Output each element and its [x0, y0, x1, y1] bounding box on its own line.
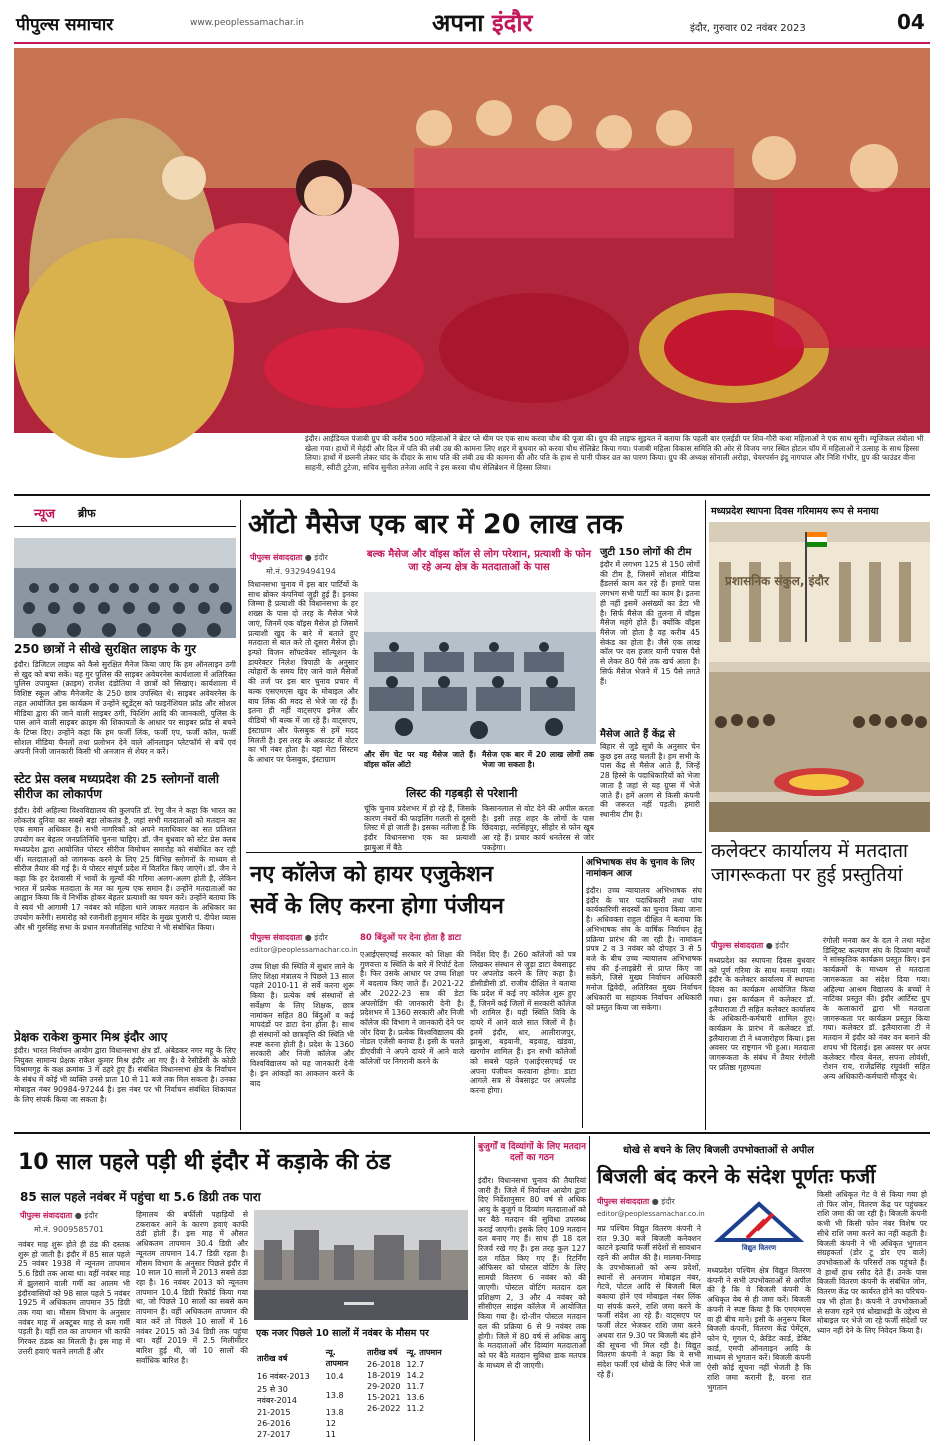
table-cell-temp: 11 — [325, 1430, 336, 1439]
table-header-row — [364, 1346, 445, 1359]
table-cell-date: 21-2015 — [257, 1408, 291, 1417]
auto-message-byline: पीपुल्स संवाददाता ● इंदौर — [250, 553, 328, 562]
table-head-temp: न्यू. तापमान — [325, 1348, 349, 1368]
weather-table-left-grid — [254, 1346, 360, 1440]
lawyers-election-story — [586, 856, 702, 1128]
discom-logo-text: विद्युत वितरण — [741, 1244, 777, 1252]
table-cell-temp: 13.6 — [406, 1393, 425, 1402]
new-college-byline: पीपुल्स संवाददाता ● इंदौर — [250, 933, 328, 942]
classroom-illustration — [14, 538, 236, 638]
table-row — [364, 1392, 445, 1403]
vertical-divider-bottom-1 — [474, 1136, 475, 1441]
table-row — [364, 1381, 445, 1392]
karwa-chauth-illustration — [14, 48, 930, 433]
auto-message-byline-city: इंदौर — [314, 553, 328, 562]
table-row — [254, 1407, 360, 1418]
collectorate-byline-org: पीपुल्स संवाददाता — [711, 941, 764, 950]
table-cell-date: 18-2019 — [367, 1371, 401, 1380]
electricity-col1: मप्र पश्चिम विद्युत वितरण कंपनी ने रात 9.30 बजे बिजली कनेक्शन काटने इत्यादि फर्जी संदेशों से सावधान रहने की अपील की है। मालवा-निमाड़ के उपभोक्ताओं को अन्य प्रदेशों, स्थानों से अनजान मोबाइल नंबर, गेटवे, पोटल आदि से बिजली बिल बकाया होने एवं मोबाइल नंबर लिंक या संपर्क करने, राशि जमा करने के फर्जी संदेश आ रहे हैं। वाट्सएप पर फर्जी लेटर भेजकर राशि जमा करने अथवा रात 9.30 पर बिजली बंद होने की सूचना भी मिल रही है। विद्युत वितरण कंपनी ने कहा कि ये सभी संदेश फर्जी एवं धोखे के लिए भेजे जा रहे हैं। — [597, 1224, 701, 1379]
story3-body: इंदौर। भारत निर्वाचन आयोग द्वारा विधानसभा क्षेत्र डॉ. अंबेडकर नगर महू के लिए नियुक्त सामान्य प्रेक्षक राकेश कुमार मिश्र इंदौर आ गए हैं। वे रेसीडेंसी के कोठी विश्रामगृह के कक्ष क्रमांक 3 में ठहरे हुए हैं। संबंधित विधानसभा क्षेत्र के निर्वाचन के संबंध में कोई भी व्यक्ति उनसे प्रातः 10 से 11 बजे तक मिल सकता है। उनका मोबाइल नंबर 90984-97244 है। इस नंबर पर भी निर्वाचन संबंधित शिकायत के लिए संपर्क किया जा सकता है। — [14, 1046, 236, 1104]
collectorate-byline: पीपुल्स संवाददाता ● इंदौर — [711, 941, 789, 950]
table-cell-date: 26-2018 — [367, 1360, 401, 1369]
auto-message-story — [246, 500, 702, 850]
list-col1: चूंकि चुनाव प्रदेशभर में हो रहे हैं, जिसके कारण नंबरों की फाइलिंग गलती से दूसरी लिस्ट में हो जाती है। इसका नतीजा है कि इंदौर विधानसभा एक का प्रत्याशी झाबुआ में बैठे — [364, 804, 476, 852]
weather-table-left — [254, 1346, 360, 1440]
section-city: इंदौर — [491, 9, 533, 37]
right-top-story — [709, 500, 930, 1130]
table-cell-date: 15-2021 — [367, 1393, 401, 1402]
masthead — [0, 0, 945, 44]
paper-logo — [16, 12, 113, 35]
new-college-headline-l2: सर्वे के लिए करना होगा पंजीयन — [250, 894, 504, 919]
story3-headline: प्रेक्षक राकेश कुमार मिश्र इंदौर आए — [14, 1030, 168, 1044]
team-box-subhead: मैसेज आते हैं केंद्र से — [600, 729, 676, 740]
weather-table-right — [364, 1346, 470, 1414]
cold-story — [14, 1136, 472, 1441]
news-brief-suffix: ब्रीफ — [78, 507, 96, 520]
divider-mid — [246, 852, 702, 853]
team-box-body: इंदौर में लगभग 125 से 150 लोगों की टीम है, जिसमें सोशल मीडिया हैंडलर्स काम कर रहे हैं। हमारे पास लगभग सभी पार्टी का काम है। इतना ही नहीं इसमें असंख्यों का डेटा भी है। सिर्फ मैसेज की तुलना में वॉइस मैसेज महंगे होते हैं। क्योंकि वॉइस मैसेज जो होता है वह करीब 45 सेकंड का होता है। जैसे एक लाख कॉल पर दस हजार यानी पचास पैसे से लेकर 80 पैसे तक खर्च आता है। सिर्फ मैसेज भेजने में 15 पैसे लगते हैं। — [600, 560, 700, 686]
table-row — [254, 1370, 360, 1383]
table-row — [254, 1429, 360, 1440]
disabled-voters-kicker: बुजुर्गों व दिव्यांगों के लिए मतदान दलों का गठन — [478, 1142, 586, 1164]
table-row — [364, 1359, 445, 1370]
list-subhead: लिस्ट की गड़बड़ी से परेशानी — [406, 787, 518, 800]
table-cell-temp: 14.2 — [406, 1371, 425, 1380]
new-college-byline-city: इंदौर — [314, 933, 328, 942]
table-cell-temp: 13.8 — [325, 1408, 344, 1417]
story1-headline: 250 छात्रों ने सीखे सुरक्षित लाइफ के गुर — [14, 642, 197, 656]
section-title — [432, 6, 532, 39]
new-college-col2: एआईएसएचई सरकार को शिक्षा की गुणवत्ता व स्थिति के बारे में रिपोर्ट देता है। फिर उसके आधार पर उच्च शिक्षा में बदलाव किए जाते हैं। 2021-22 और 2022-23 सत्र की डेटा अपलोडिंग की जानकारी देनी है। प्रदेशभर में 1360 सरकारी और निजी कॉलेज की विभाग ने जानकारी देने पर जोर दिया है। प्रत्येक विश्वविद्यालय की नोडल एजेंसी बनाया है। इसी के चलते डीएवीवी ने अपने दायरे में आने वाले कॉलेजों पर निगरानी करने के — [360, 950, 464, 1066]
collectorate-col1: मध्यप्रदेश का स्थापना दिवस बुधवार को पूर्ण गरिमा के साथ मनाया गया। इंदौर के कलेक्टर कार्यालय में स्थापना दिवस का कार्यक्रम आयोजित किया गया। इस कार्यक्रम में कलेक्टर डॉ. इलैयाराजा टी सहित कलेक्टर कार्यालय के अधिकारी-कर्मचारी शामिल हुए। कार्यक्रम के प्रारंभ में कलेक्टर डॉ. इलैयाराजा टी ने ध्वजारोहण किया। इस अवसर पर राष्ट्रगान भी हुआ। मतदाता जागरूकता के संबंध में तैयार रंगोली पर प्रतिष्ठा गृहण्यता — [709, 956, 815, 1072]
weather-chart-title: एक नजर पिछले 10 सालों में नवंबर के मौसम पर — [256, 1328, 429, 1339]
list-col2: किसानलाल से वोट देने की अपील करता है। इसी तरह शहर के लोगों के पास छिंदवाड़ा, नरसिंहपुर, सीहोर से फोन खूब आ रहे हैं। प्रचार कार्य धनतेरस से जोर पकड़ेगा। — [482, 804, 594, 852]
table-cell-date: 27-2017 — [257, 1430, 291, 1439]
divider-1 — [14, 494, 930, 496]
electricity-kicker: धोखे से बचने के लिए बिजली उपभोक्ताओं से अपील — [623, 1145, 814, 1156]
call-center-illustration — [364, 592, 596, 744]
paper-name: पीपुल्स समाचार — [16, 15, 114, 35]
auto-message-mobile: मो.नं. 9329494194 — [266, 567, 336, 576]
divider-2 — [14, 1132, 930, 1134]
section-prefix: अपना — [432, 9, 484, 37]
electricity-col3: किसी अधिकृत गेट वे से किया गया हो तो फिर जोन, वितरण केंद्र पर पहुंचकर राशि जमा की जा रही है। बिजली कंपनी कभी भी किसी फोन नंबर विशेष पर सीधे राशि जमा करने का नहीं कहती है। बिजली कंपनी ने भी अधिकृत भुगतान संग्रहकर्ता (डोर टू डोर एप वाले) उपभोक्ताओं के परिसरों तक पहुंचते हैं। वे हाथों हाथ रसीद देते हैं। उनके पास बिजली वितरण कंपनी के संबंधित जोन, वितरण केंद्र पर कार्यरत होने का परिचय-पत्र भी होता है। कंपनी ने उपभोक्ताओं से सजग रहने एवं धोखाधड़ी के उद्देश्य से मोबाइल पर भेजे जा रहे फर्जी संदेशों पर ध्यान नहीं देने के लिए निवेदन किया है। — [817, 1190, 927, 1336]
page-number: 04 — [897, 10, 925, 34]
city-photo — [254, 1210, 468, 1320]
cold-byline-org: पीपुल्स संवाददाता — [20, 1211, 73, 1220]
cold-col2: हिमालय की बर्फीली पहाड़ियों से टकराकर आने के कारण हवाएं काफी ठंडी होती हैं। इस माह में औसत अधिकतम तापमान 30.4 डिग्री और न्यूनतम तापमान 14.7 डिग्री रहता है। मौसम विभाग के अनुसार पिछले इंदौर में 10 साल 10 सालों में 2013 सबसे ठंडा रहा है। 16 नवंबर 2013 को न्यूनतम तापमान 10.4 डिग्री रिकॉर्ड किया गया था, जो पिछले 10 सालों का सबसे कम तापमान है। वहीं अधिकतम तापमान की बात करें तो पिछले 10 सालों में 16 नवंबर 2015 को 34 डिग्री तक पहुंचा था। वहीं 2019 में 2.5 मिलीमीटर बारिश हुई थी, जो 10 सालों की सर्वाधिक बारिश है। — [136, 1210, 248, 1365]
electricity-col2: मध्यप्रदेश पश्चिम क्षेत्र विद्युत वितरण कंपनी ने सभी उपभोक्ताओं से अपील की है कि वे बिजली कंपनी के अधिकृत वेब से ही जमा करें। बिजली कंपनी ने स्पष्ट किया है कि एमएमएस वा ही बीच माने। इसी के अनुरूप बिल बिजली कंपनी, वितरण केंद्र पेमेंट्स, फोन पे, गूगल पे, क्रेडिट कार्ड, डेबिट कार्ड, एमपी ऑनलाइन आदि के माध्यम से भुगतान करें। बिजली कंपनी ऐसी कोई सूचना नहीं भेजती है कि राशि जमा करानी है, वरना रात भुगतान — [707, 1266, 811, 1392]
disabled-voters-story — [478, 1136, 586, 1441]
table-cell-date: 26-2016 — [257, 1419, 291, 1428]
table-cell-date: 25 से 30 नवंबर-2014 — [257, 1385, 297, 1405]
masthead-rule — [14, 42, 930, 44]
auto-message-col1: विधानसभा चुनाव में इस बार पार्टियों के साथ ब्रोकर कंपनियां जुड़ी हुई हैं। इनका जिम्मा है प्रत्याशी की विधानसभा के हर शख्स के पास दो तरह के मैसेज भेजे जाएं, जिनमें एक वॉइस मैसेज हो जिसमें प्रत्याशी खुद के बारे में बताते हुए मतदाता से बात करे तो दूसरा मैसेज हो। इन्फो विजन सॉफ्टवेयर सॉल्यूशन के डायरेक्टर निलेश त्रिपाठी के अनुसार त्योहारों के समय दिए जाने वाले मैसेजों की तर्ज पर इस बार चुनाव प्रचार में बल्क एसएमएस खुद के मोबाइल और बाय लिंक की मदद से भेजे जा रहे हैं। इतना ही नहीं वाट्सएप इमेज और वीडियो भी बल्क में जा रहे हैं। वाट्सएप, इंस्टाग्राम और फेसबुक से हमें मदद मिलती है। इस तरह के अकाउंट में वोटर का भी नंबर होता है। यहां मेटा सिस्टम के आधार पर फेसबुक, इंस्टाग्राम — [248, 580, 358, 764]
new-college-col3: निर्देश दिए हैं। 260 कॉलेजों को पत्र लिखकर संस्थान से जुड़ा डाटा वेबसाइट पर अपलोड करने के लिए कहा है। डीसीडीसी डॉ. राजीव दीक्षित ने बताया कि प्रदेश में कई नए कॉलेज शुरू हुए हैं, जिनमें कई जिलों में सरकारी कॉलेज भी शामिल हैं। यही स्थिति विवि के दायरे में आने वाले सात जिलों में है। इनमें इंदौर, धार, आलीराजपुर, झाबुआ, बड़वानी, बड़वाह, खंडवा, खरगोन शामिल हैं। इन सभी कॉलेजों को सबसे पहले एआईएसएचई पर अपना पंजीयन करवाना होगा। डाटा आगले सत्र से वेबसाइट पर अपलोड करना होगा। — [470, 950, 576, 1096]
table-head-date: तारीख वर्ष — [257, 1353, 288, 1363]
vertical-divider-left — [240, 500, 241, 1130]
table-head-temp: न्यू. तापमान — [406, 1348, 442, 1357]
table-cell-date: 16 नवंबर-2013 — [257, 1372, 310, 1381]
discom-logo — [707, 1200, 811, 1262]
table-row — [364, 1403, 445, 1414]
table-cell-temp: 11.7 — [406, 1382, 425, 1391]
collectorate-byline-city: इंदौर — [775, 941, 789, 950]
karwa-chauth-photo — [14, 48, 930, 433]
table-cell-temp: 13.8 — [325, 1390, 344, 1400]
auto-message-byline-org: पीपुल्स संवाददाता — [250, 553, 303, 562]
story2-headline: स्टेट प्रेस क्लब मध्यप्रदेश की 25 स्लोगनों वाली सीरीज का लोकार्पण — [14, 772, 219, 801]
cold-byline: पीपुल्स संवाददाता ● इंदौर — [20, 1211, 98, 1220]
collectorate-illustration — [709, 522, 930, 832]
disabled-voters-body: इंदौर। विधानसभा चुनाव की तैयारियां जारी हैं। जिले में निर्वाचन आयोग द्वारा दिए निर्देशानुसार 80 वर्ष से अधिक आयु के बुजुर्ग व दिव्यांग मतदाताओं को घर बैठे मतदान की सुविधा उपलब्ध कराई जाएगी। इसके लिए 109 मतदान दल बनाए गए हैं। साथ ही 18 दल रिजर्व रखे गए हैं। इस तरह कुल 127 दल गठित किए गए हैं। रिटर्निंग ऑफिसर को पोस्टल वोटिंग के लिए सामग्री वितरण 6 नवंबर को की जाएगी। पोस्टल वोटिंग मतदान दल प्रशिक्षण 2, 3 और 4 नवंबर को सीसीएल साइंस कॉलेज में आयोजित किया गया है। दो-तीन पोस्टल मतदान दल की प्रक्रिया 6 से 9 नवंबर तक होगी। जिले में 80 वर्ष से अधिक आयु के मतदाताओं और दिव्यांग मतदाताओं को घर बैठे मतदान सुविधा डाक मतपत्र के माध्यम से दी जाएगी। — [478, 1176, 586, 1370]
new-college-headline-l1: नए कॉलेज को हायर एजुकेशन — [250, 862, 494, 887]
collectorate-col2: रंगोली मनवा कर के दल ने तथा महेश डिस्ट्रिक्ट कल्याण संघ के दिव्यांग बच्चों ने सांस्कृतिक कार्यक्रम प्रस्तुत किए। इन कार्यक्रमों के माध्यम से मतदाता जागरूकता का संदेश दिया गया। अहिल्या आश्रम विद्यालय के बच्चों ने नाटिका प्रस्तुत की। इंदौर आर्टिस्ट ग्रुप के कलाकारों द्वारा भी मतदाता जागरूकता पर कार्यक्रम प्रस्तुत किया गया। कलेक्टर डॉ. इलैयाराजा टी ने मतदान में इंदौर को नंबर वन बनाने की शपथ भी दिलाई। इस अवसर पर अपर कलेक्टर गौरव बेनल, सपना लोवंशी, रोशन राय, राजेंद्रसिंह रघुवंशी सहित अन्य अधिकारी-कर्मचारी मौजूद थे। — [823, 936, 930, 1082]
lawyers-body: इंदौर। उच्च न्यायालय अभिभाषक संघ इंदौर के चार पदाधिकारी तथा पांच कार्यकारिणी सदस्यों का चुनाव किया जाना है। अधिवक्ता राहुल दीक्षित ने बताया कि अभिभाषक संघ के वार्षिक निर्वाचन हेतु प्रक्रिया प्रारंभ की जा रही है। नामांकन प्रपत्र 2 व 3 नवंबर को दोपहर 3 से 5 बजे के बीच उच्च न्यायालय अभिभाषक संघ की ई-लाइब्रेरी से प्राप्त किए जा सकेंगे, जिसे मुख्य निर्वाचन अधिकारी मनोज द्विवेदी, अतिरिक्त मुख्य निर्वाचन अधिकारी या सहायक निर्वाचन अधिकारी को प्रस्तुत किया जा सकेगा। — [586, 886, 702, 1012]
vertical-divider-right — [705, 500, 706, 1130]
cold-headline: 10 साल पहले पड़ी थी इंदौर में कड़ाके की ठंड — [18, 1150, 391, 1175]
foundation-day-label: मध्यप्रदेश स्थापना दिवस गरिमामय रूप से मनाया — [711, 506, 879, 517]
lawyers-kicker: अभिभाषक संघ के चुनाव के लिए नामांकन आज — [586, 858, 695, 880]
story1-body: इंदौर। डिजिटल लाइफ को कैसे सुरक्षित मैनेज किया जाए कि हम ऑनलाइन ठगी से खुद को बचा सकें। यह गुर पुलिस की साइबर अवेयरनेस कार्यशाला में अतिरिक्त पुलिस उपायुक्त (क्राइम) राजेश दंडोतिया ने छात्रों को सिखाए। कार्यशाला में विशिष्ट स्कूल ऑफ मैनेजमेंट के 250 छात्र उपस्थित थे। साइबर अवेयरनेस के तहत आयोजित इस कार्यक्रम में उन्होंने स्टूडेंट्स को फाइनेंशियल फ्रॉड और सोशल मीडिया द्वारा की जाने वाली साइबर ठगी, फिशिंग आदि की जानकारी, पुलिस के पास आने वाली साइबर क्राइम की शिकायतों के आधार पर साइबर फ्रॉड से बचने के टिप्स दिए। उन्होंने कहा कि हम फर्जी लिंक, फर्जी एप, फर्जी कॉल, फर्जी सोशल मीडिया चैनलों तथा प्रलोभन देने वाले ऑनलाइन प्लेटफॉर्म से बचें एवं अपनी निजी जानकारी किसी भी अनजान से शेयर न करें। — [14, 660, 236, 757]
news-brief-column — [14, 500, 236, 1130]
story2-body: इंदौर। देवी अहिल्या विश्वविद्यालय की कुलपति डॉ. रेणु जैन ने कहा कि भारत का लोकतंत्र दुनिया का सबसे बड़ा लोकतंत्र है, जहां सभी मतदाताओं को मतदान का एक समान अधिकार है। सभी नागरिकों को अपने मताधिकार का सत प्रतिशत उपयोग कर बेहतर जनप्रतिनिधि चुनना चाहिए। डॉ. जैन बुधवार को स्टेट प्रेस क्लब मध्यप्रदेश द्वारा आयोजित पोस्टर सीरीज विमोचन समारोह को संबोधित कर रही थीं। मतदाताओं को जागरूक करने के लिए 25 विभिन्न स्लोगनों के माध्यम से सीरीज तैयार की गई है। ये पोस्टर संपूर्ण प्रदेश में वितरित किए जाएंगे। डॉ. जैन ने कहा कि हर देशवासी में भावों के मूल्यों की गरिमा अलग-अलग होती है, लेकिन भारत में प्रत्येक मतदाता के मत का मूल्य एक समान है। उन्होंने मतदाताओं का आह्वान किया कि वे निर्भीक होकर बेहतर प्रत्याशी का चयन करें। उन्होंने बताया कि वे स्वयं भी आगामी 17 नवंबर को महिला थाने जाकर मतदान के अधिकार का उपयोग करेंगी। समारोह को रजनीशी हनुमान मंदिर के मुख्य पुजारी पं. दीपेश व्यास और श्री गुरुसिंह सभा के प्रधान मनजीतसिंह भाटिया ने भी संबोधित किया। — [14, 806, 236, 932]
website-url: www.peoplessamachar.in — [190, 18, 304, 28]
classroom-photo — [14, 538, 236, 638]
top-photo-caption-text: इंदौर। आईडियल पंजाबी ग्रुप की करीब 500 महिलाओं ने ब्रेटर प्ले थीम पर एक साथ करवा चौथ की पूजा की। ग्रुप की लाइफ सुइयत ने बताया कि पहली बार एलईडी पर शिव-गौरी कथा महिलाओं ने एक साथ सुनी। म्यूजिकल तंबोला भी खेला गया। हाथों में मेहंदी और दिल में पति की लंबी उम्र की कामना लिए शहर में बुधवार को करवा चौथ सेलिब्रेट किया गया। पंजाबी महिला विकास समिति की ओर से विजय नगर स्थित होटल चॉय में महिलाओं ने उत्साह के साथ हिस्सा लिया। हाथों में छलनी लेकर चांद के दीदार के साथ पति की लंबी उम्र की कामना की और पति के हाथ से पानी पीकर व्रत का पारण किया। ग्रुप की अध्यक्ष सोनाली अरोड़ा, चेयरपर्सन इंदु नागपाल और निशि गंभीर, ग्रुप की फाउंडर वीना साहनी, स्वीटी टुटेजा, सचिव सुनीता तनेजा आदि ने इस करवा चौथ सेलिब्रेशन में हिस्सा लिया। — [305, 434, 924, 472]
electricity-byline-city: इंदौर — [661, 1197, 675, 1206]
auto-message-photo-caption-right: मैसेज एक बार में 20 लाख लोगों तक भेजा जा सकता है। — [482, 750, 594, 769]
table-cell-temp: 12 — [325, 1419, 336, 1428]
top-photo-caption — [305, 434, 930, 490]
table-cell-temp: 10.4 — [325, 1372, 344, 1381]
news-brief-label — [14, 500, 236, 527]
electricity-story — [593, 1136, 930, 1441]
table-row — [254, 1383, 360, 1407]
dateline: इंदौर, गुरुवार 02 नवंबर 2023 — [690, 23, 806, 34]
news-brief-prefix: न्यूज — [34, 507, 56, 522]
new-college-byline-org: पीपुल्स संवाददाता — [250, 933, 303, 942]
team-box-body2: बिहार से जुड़े सूत्रों के अनुसार चेन कुछ इस तरह चलती है। हम सभी के पास केंद्र से मैसेज आते हैं, जिन्हें 28 हिस्से के पदाधिकारियों को भेजा जाता है जहां से यह ग्रुप्स में भेजे जाते हैं। हमें अलग से किसी कंपनी की जरूरत नहीं पड़ती। हमारी स्थानीय टीम है। — [600, 742, 700, 820]
cold-mobile: मो.नं. 9009585701 — [34, 1225, 104, 1234]
call-center-photo — [364, 592, 596, 744]
collectorate-building-text: प्रशासनिक संकुल, इंदौर — [725, 574, 829, 588]
collectorate-photo — [709, 522, 930, 832]
table-cell-temp: 11.2 — [406, 1404, 425, 1413]
table-row — [364, 1370, 445, 1381]
electricity-headline: बिजली बंद करने के संदेश पूर्णतः फर्जी — [597, 1164, 876, 1188]
city-road-illustration — [254, 1210, 468, 1320]
electricity-byline-org: पीपुल्स संवाददाता — [597, 1197, 650, 1206]
table-header-row — [254, 1346, 360, 1370]
auto-message-subhead: बल्क मैसेज और वॉइस कॉल से लोग परेशान, प्रत्याशी के फोन जा रहे अन्य क्षेत्र के मतदाताओं के पास — [366, 549, 592, 573]
new-college-email: editor@peoplessamachar.co.in — [250, 946, 358, 954]
weather-table-right-grid — [364, 1346, 445, 1414]
table-head-date: तारीख वर्ष — [367, 1348, 398, 1357]
new-college-story — [246, 856, 578, 1128]
collectorate-headline: कलेक्टर कार्यालय में मतदाता जागरूकता पर हुई प्रस्तुतियां — [711, 840, 908, 886]
table-row — [254, 1418, 360, 1429]
table-cell-temp: 12.7 — [406, 1360, 425, 1369]
electricity-email: editor@peoplessamachar.co.in — [597, 1210, 705, 1218]
vertical-divider-college — [582, 856, 583, 1128]
cold-subhead: 85 साल पहले नवंबर में पहुंचा था 5.6 डिग्री तक पारा — [20, 1190, 261, 1204]
team-side-box — [600, 544, 700, 844]
table-cell-date: 29-2020 — [367, 1382, 401, 1391]
auto-message-photo-caption-left: और सेंग चेट पर यह मैसेज जाते हैं। वॉइस कॉल ऑटो — [364, 750, 476, 769]
cold-col1: नवंबर माह शुरू होते ही ठंड की दस्तक शुरू हो जाती है। इंदौर में 85 साल पहले 25 नवंबर 1938 में न्यूनतम तापमान 5.6 डिग्री तक आया था। वहीं नवंबर माह में झुलसाने वाली गर्मी का आलम भी इंदौरवासियों को 98 साल पहले 5 नवंबर 1925 में अधिकतम तापमान 35 डिग्री तक गया था। मौसम विभाग के अनुसार नवंबर माह में अक्टूबर माह से कम गर्मी पड़ती है। वहीं रात का तापमान भी काफी गिरकर ठंडक का मिलती है। इस माह में उत्तरी हवाएं चलने लगती हैं और — [18, 1240, 130, 1356]
vertical-divider-bottom-2 — [589, 1136, 590, 1441]
auto-message-headline: ऑटो मैसेज एक बार में 20 लाख तक — [248, 509, 623, 540]
table-cell-date: 26-2022 — [367, 1404, 401, 1413]
electricity-byline: पीपुल्स संवाददाता ● इंदौर — [597, 1197, 675, 1206]
new-college-kicker: 80 बिंदुओं पर देना होता है डाटा — [360, 933, 462, 943]
cold-byline-city: इंदौर — [84, 1211, 98, 1220]
new-college-col1: उच्च शिक्षा की स्थिति में सुधार लाने के लिए शिक्षा मंत्रालय ने पिछले 13 साल पहले 2010-11 से सर्वे करना शुरू किया है। प्रत्येक वर्ष संस्थानों से सर्वेक्षण के लिए शिक्षक, छात्र नामांकन सहित 80 बिंदुओं व कई मापदंडों पर डाटा देना होता है। साथ ही संस्थानों को छात्रवृत्ति की स्थिति भी स्पष्ट करना होती है। प्रदेश के 1360 सरकारी और निजी कॉलेज और विश्वविद्यालय को यह जानकारी देनी है। इन आंकड़ों का आकलन करने के बाद — [250, 962, 354, 1088]
team-box-title: जुटी 150 लोगों की टीम — [600, 547, 692, 558]
